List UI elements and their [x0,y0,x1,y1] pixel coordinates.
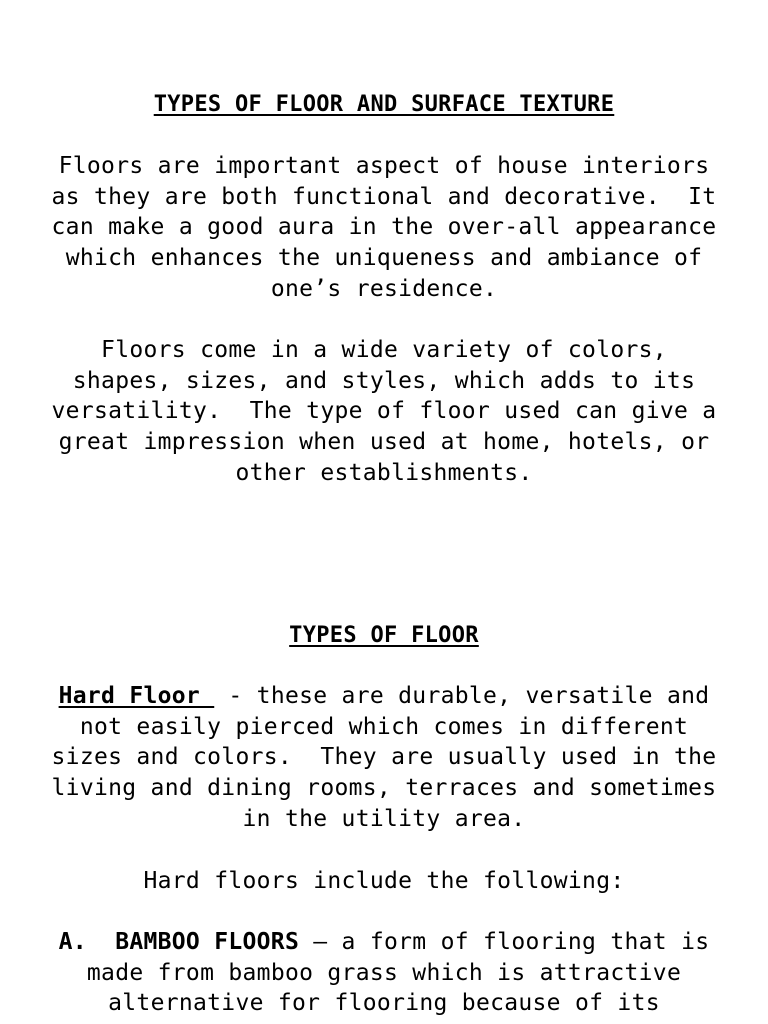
hard-floor-definition-start: - these are durable, versatile and [214,683,710,709]
paragraph-line: which enhances the uniqueness and ambiance of [65,245,703,272]
paragraph-line: one’s residence. [270,275,498,302]
paragraph-line: made from bamboo grass which is attractive [86,959,682,986]
intro-paragraph-1 [0,151,768,305]
paragraph-line: as they are both functional and decorative. It [51,183,717,210]
paragraph-line: in the utility area. [242,805,526,832]
paragraph-line: Floors are important aspect of house interiors [58,153,710,179]
hard-floor-term: Hard Floor [58,683,215,709]
paragraph-line: alternative for flooring because of its [108,990,660,1017]
paragraph-line: sizes and colors. They are usually used in the [51,744,717,771]
hard-floor-first-line [0,681,768,712]
bamboo-definition-start: – a form of flooring that is [299,929,710,955]
paragraph-line: other establishments. [235,459,533,486]
document-title: TYPES OF FLOOR AND SURFACE TEXTURE [153,92,615,117]
section-heading-types-of-floor: TYPES OF FLOOR [289,623,479,648]
paragraph-line: versatility. The type of floor used can give a [51,398,717,425]
paragraph-line: can make a good aura in the over-all appearance [51,214,717,241]
intro-paragraph-2 [0,335,768,489]
hard-floor-paragraph [0,681,768,835]
paragraph-line: not easily pierced which comes in different [79,713,689,740]
paragraph-line: Floors come in a wide variety of colors, [101,337,667,363]
bamboo-floors-item [0,927,768,1019]
hard-floors-intro: Hard floors include the following: [143,868,625,894]
bamboo-floors-term: BAMBOO FLOORS [115,929,300,955]
paragraph-line: shapes, sizes, and styles, which adds to its [72,367,696,394]
paragraph-line: living and dining rooms, terraces and sometimes [51,775,717,802]
paragraph-line: great impression when used at home, hotels, or [58,429,710,456]
list-marker: A. [58,929,116,955]
bamboo-first-line [0,927,768,958]
